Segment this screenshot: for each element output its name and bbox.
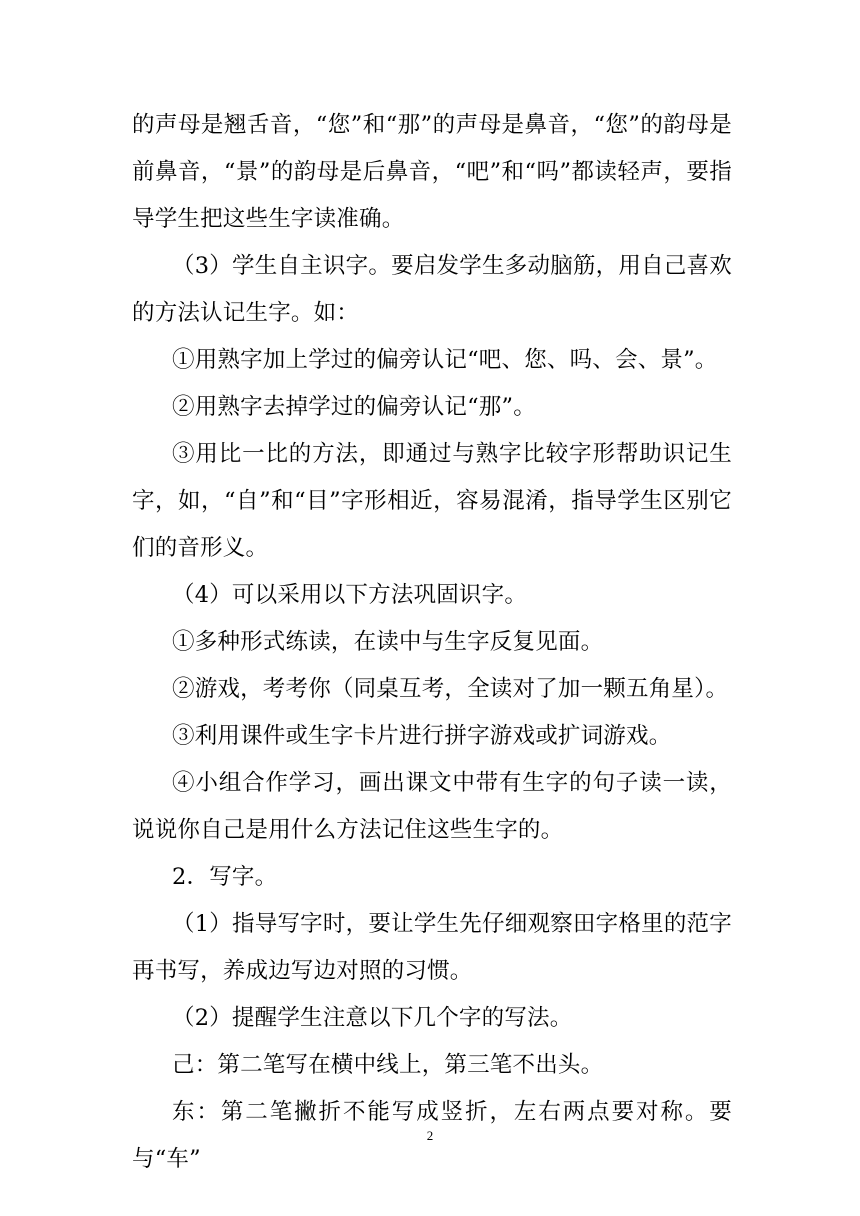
list-item-method-1: ①用熟字加上学过的偏旁认记“吧、您、吗、会、景”。 [172, 347, 718, 373]
page-number: 2 [426, 1128, 434, 1143]
paragraph-continuation: 的声母是翘舌音，“您”和“那”的声母是鼻音，“您”的韵母是前鼻音，“景”的韵母是后鼻音，“吧”和“吗”都读轻声，要指导学生把这些生字读准确。 [132, 112, 732, 232]
paragraph-writing-reminder: （2）提醒学生注意以下几个字的写法。 [172, 1005, 573, 1031]
character-note-dong: 东：第二笔撇折不能写成竖折，左右两点要对称。要与“车” [132, 1099, 732, 1172]
paragraph-writing-guidance: （1）指导写字时，要让学生先仔细观察田字格里的范字再书写，养成边写边对照的习惯。 [132, 911, 732, 984]
list-item-consolidate-3: ③利用课件或生字卡片进行拼字游戏或扩词游戏。 [172, 723, 672, 749]
paragraph-self-study: （3）学生自主识字。要启发学生多动脑筋，用自己喜欢的方法认记生字。如： [132, 253, 732, 326]
list-item-method-2: ②用熟字去掉学过的偏旁认记“那”。 [172, 394, 536, 420]
list-item-consolidate-4: ④小组合作学习，画出课文中带有生字的句子读一读，说说你自己是用什么方法记住这些生字的。 [132, 770, 732, 843]
character-note-ji: 己：第二笔写在横中线上，第三笔不出头。 [172, 1052, 604, 1078]
paragraph-consolidate: （4）可以采用以下方法巩固识字。 [172, 582, 528, 608]
body-text [132, 102, 732, 1183]
list-item-consolidate-2: ②游戏，考考你（同桌互考，全读对了加一颗五角星）。 [172, 676, 729, 702]
list-item-method-3: ③用比一比的方法，即通过与熟字比较字形帮助识记生字，如，“自”和“目”字形相近，容易混淆，指导学生区别它们的音形义。 [132, 441, 732, 561]
list-item-consolidate-1: ①多种形式练读，在读中与生字反复见面。 [172, 629, 604, 655]
section-heading-writing: 2．写字。 [172, 864, 278, 890]
